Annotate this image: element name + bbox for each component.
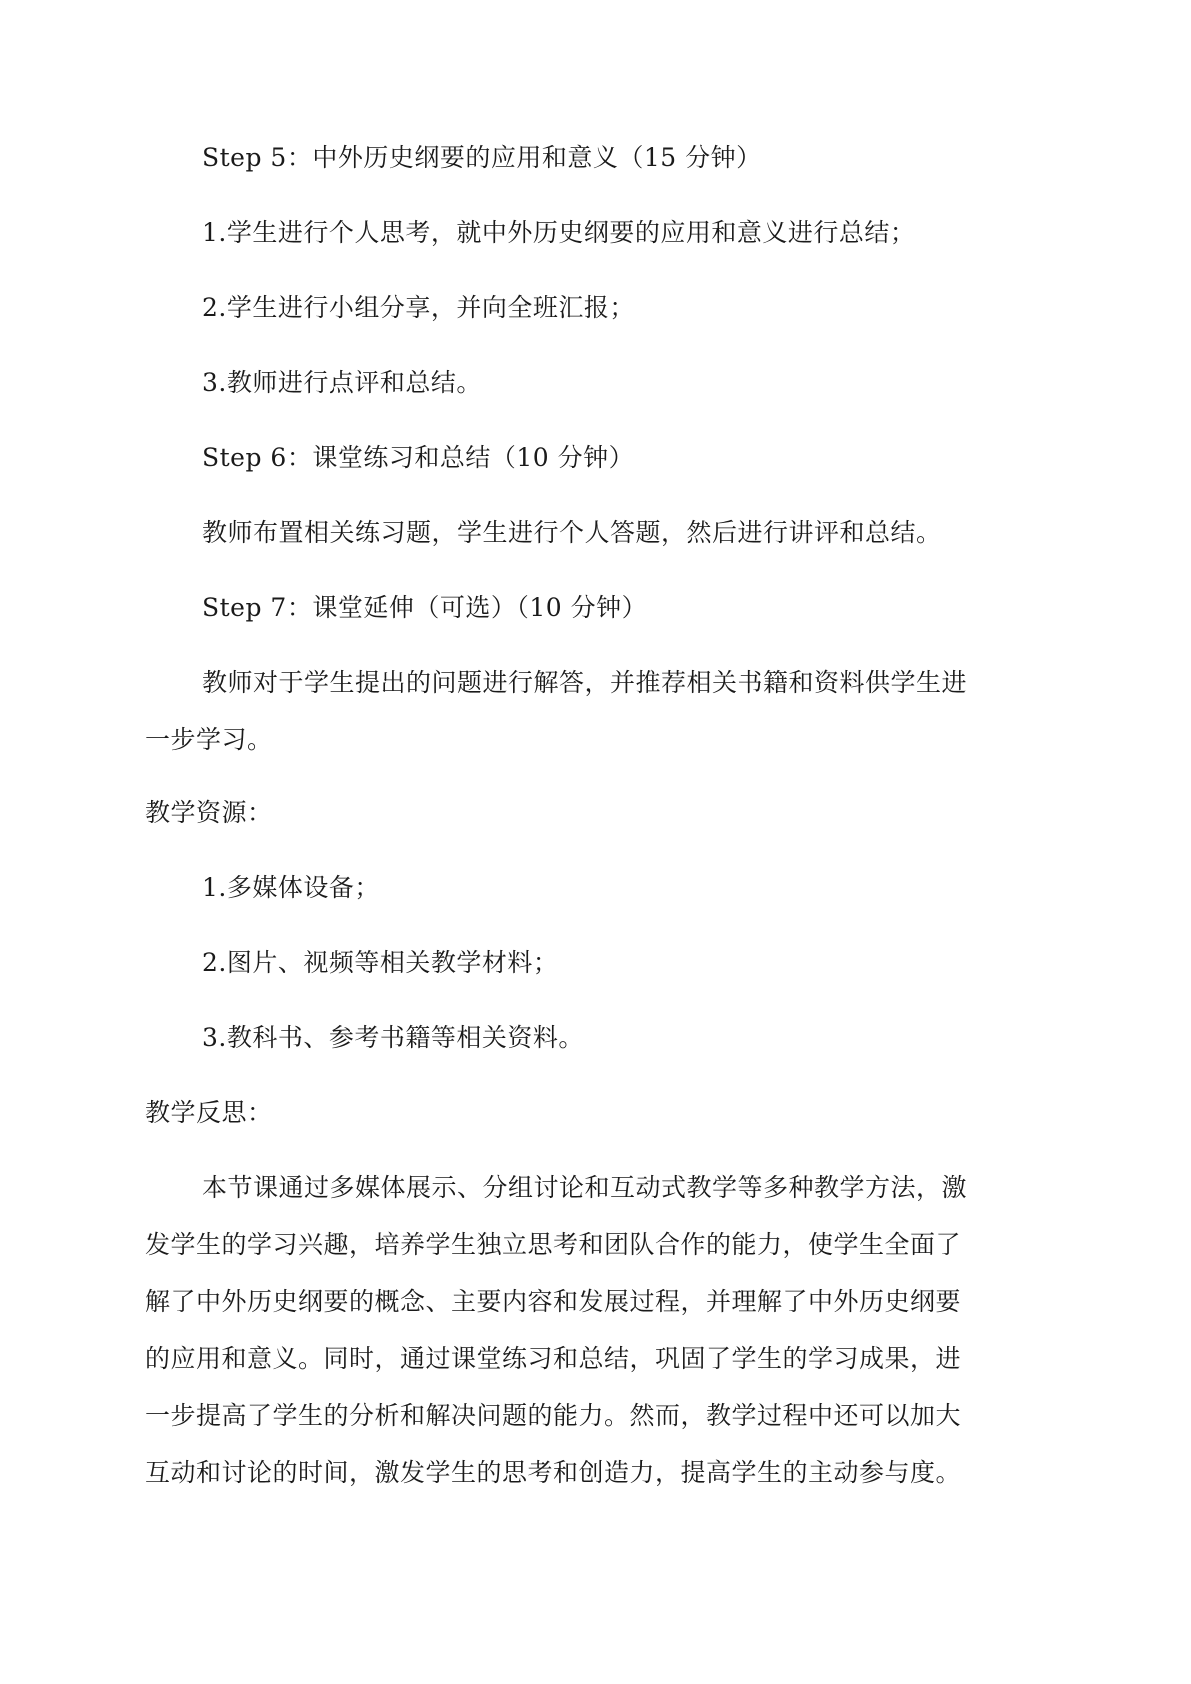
step7-text-line-2: 一步学习。	[145, 725, 273, 754]
resources-item-1: 1.多媒体设备；	[202, 873, 380, 902]
step5-heading: Step 5：中外历史纲要的应用和意义（15 分钟）	[202, 143, 762, 172]
step7-text-line-1: 教师对于学生提出的问题进行解答，并推荐相关书籍和资料供学生进	[202, 668, 968, 697]
reflection-line-5: 一步提高了学生的分析和解决问题的能力。然而，教学过程中还可以加大	[145, 1401, 962, 1430]
step5-item-3: 3.教师进行点评和总结。	[202, 368, 482, 397]
reflection-line-4: 的应用和意义。同时，通过课堂练习和总结，巩固了学生的学习成果，进	[145, 1344, 962, 1373]
reflection-line-6: 互动和讨论的时间，激发学生的思考和创造力，提高学生的主动参与度。	[145, 1458, 962, 1487]
step6-text: 教师布置相关练习题，学生进行个人答题，然后进行讲评和总结。	[202, 518, 942, 547]
resources-item-2: 2.图片、视频等相关教学材料；	[202, 948, 559, 977]
reflection-line-3: 解了中外历史纲要的概念、主要内容和发展过程，并理解了中外历史纲要	[145, 1287, 962, 1316]
resources-item-3: 3.教科书、参考书籍等相关资料。	[202, 1023, 584, 1052]
reflection-line-1: 本节课通过多媒体展示、分组讨论和互动式教学等多种教学方法，激	[202, 1173, 968, 1202]
step5-item-2: 2.学生进行小组分享，并向全班汇报；	[202, 293, 635, 322]
reflection-heading: 教学反思：	[145, 1098, 273, 1127]
reflection-line-2: 发学生的学习兴趣，培养学生独立思考和团队合作的能力，使学生全面了	[145, 1230, 962, 1259]
step7-heading: Step 7：课堂延伸（可选）（10 分钟）	[202, 593, 648, 622]
resources-heading: 教学资源：	[145, 798, 273, 827]
step5-item-1: 1.学生进行个人思考，就中外历史纲要的应用和意义进行总结；	[202, 218, 916, 247]
step6-heading: Step 6：课堂练习和总结（10 分钟）	[202, 443, 635, 472]
